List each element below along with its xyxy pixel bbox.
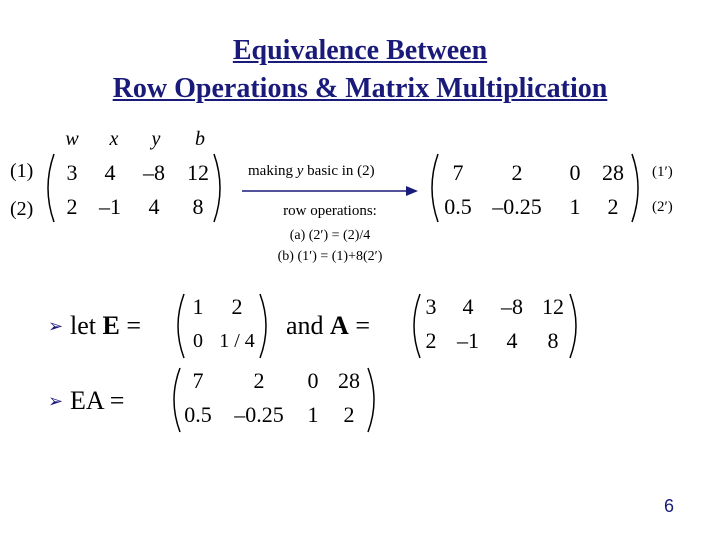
row-label-1: (1) xyxy=(10,160,34,182)
matrix-cell: 3 xyxy=(425,294,437,319)
matrix-cell: 2 xyxy=(253,368,265,393)
matrix-ea xyxy=(166,364,382,436)
operation-label-prefix: making xyxy=(248,163,297,179)
matrix-cell: 0.5 xyxy=(184,402,212,427)
and-text: and xyxy=(286,311,331,340)
matrix-cell: 1 xyxy=(569,194,581,219)
ea-label: EA = xyxy=(70,386,125,415)
matrix-cell: 2 xyxy=(607,194,619,219)
matrix-cell: 2 xyxy=(231,294,243,319)
and-a-label xyxy=(286,311,370,341)
equals-text: = xyxy=(348,311,370,340)
matrix-cell: –0.25 xyxy=(492,194,542,219)
matrix-cell: 1 / 4 xyxy=(219,330,255,352)
operation-label-var: y xyxy=(296,163,304,179)
matrix-cell: 12 xyxy=(542,294,564,319)
matrix-cell: 8 xyxy=(547,328,559,353)
matrix-cell: 0 xyxy=(569,160,581,185)
result-label-1: (1′) xyxy=(652,164,673,180)
matrix-cell: 2 xyxy=(66,194,78,219)
matrix-cell: 4 xyxy=(462,294,474,319)
matrix-cell: –1 xyxy=(99,194,121,219)
matrix-cell: 2 xyxy=(511,160,523,185)
page-number: 6 xyxy=(664,496,675,516)
matrix-result xyxy=(424,150,646,226)
matrix-cell: 4 xyxy=(506,328,518,353)
arrow-bullet-icon: ➢ xyxy=(48,316,64,337)
matrix-cell: 0 xyxy=(307,368,319,393)
matrix-cell: –8 xyxy=(501,294,523,319)
arrow-bullet-icon: ➢ xyxy=(48,391,64,412)
matrix-a-symbol: A xyxy=(330,311,349,340)
matrix-e xyxy=(170,290,274,362)
result-label-2: (2′) xyxy=(652,199,673,215)
transform-arrow-icon xyxy=(240,184,420,198)
operation-label xyxy=(248,163,375,180)
var-b: b xyxy=(195,128,205,150)
title-line-2: Row Operations & Matrix Multiplication xyxy=(112,73,608,104)
matrix-cell: 28 xyxy=(602,160,624,185)
title-line-1: Equivalence Between xyxy=(232,35,488,66)
var-x: x xyxy=(109,128,119,150)
matrix-cell: 1 xyxy=(307,402,319,427)
matrix-a xyxy=(406,290,584,362)
matrix-cell: 1 xyxy=(192,294,204,319)
matrix-cell: –8 xyxy=(143,160,165,185)
let-text: let xyxy=(70,311,103,340)
matrix-cell: –0.25 xyxy=(234,402,284,427)
operation-step-b: (b) (1′) = (1)+8(2′) xyxy=(277,249,383,264)
operation-label-suffix: basic in (2) xyxy=(303,163,375,179)
matrix-cell: 12 xyxy=(187,160,209,185)
matrix-cell: 3 xyxy=(66,160,78,185)
var-w: w xyxy=(65,128,79,150)
matrix-cell: 0.5 xyxy=(444,194,472,219)
matrix-cell: 28 xyxy=(338,368,360,393)
operation-step-a: (a) (2′) = (2)/4 xyxy=(289,228,371,243)
matrix-cell: 2 xyxy=(425,328,437,353)
var-y: y xyxy=(151,128,161,150)
matrix-cell: 8 xyxy=(192,194,204,219)
matrix-cell: 4 xyxy=(104,160,116,185)
equals-text: = xyxy=(119,311,142,340)
matrix-cell: 0 xyxy=(193,330,203,352)
operation-heading: row operations: xyxy=(283,203,377,219)
let-e-label xyxy=(70,311,141,341)
row-label-2: (2) xyxy=(10,198,34,220)
matrix-cell: 7 xyxy=(192,368,204,393)
matrix-cell: 2 xyxy=(343,402,355,427)
matrix-cell: 4 xyxy=(148,194,160,219)
matrix-e-symbol: E xyxy=(102,311,120,340)
matrix-original xyxy=(40,150,228,226)
matrix-cell: –1 xyxy=(457,328,479,353)
matrix-cell: 7 xyxy=(452,160,464,185)
